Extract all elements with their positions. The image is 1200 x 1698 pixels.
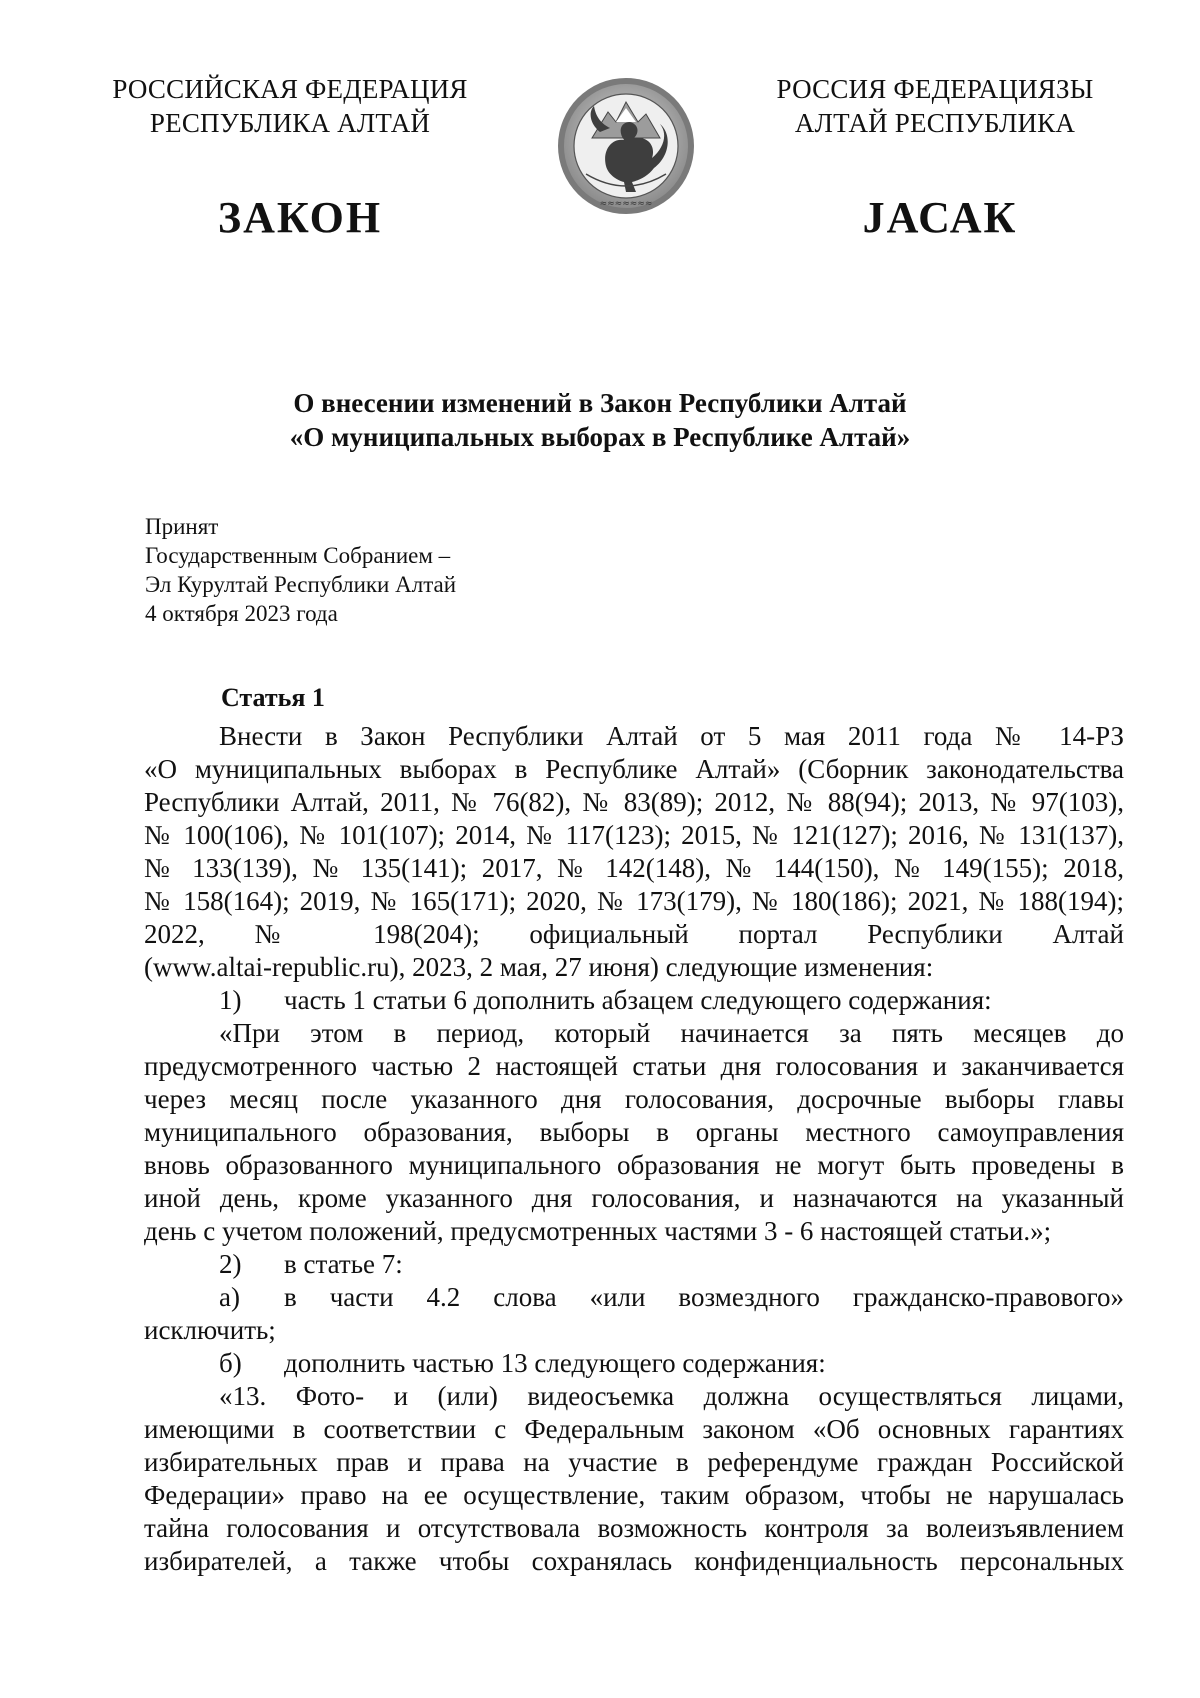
svg-text:≈≈≈≈≈≈≈: ≈≈≈≈≈≈≈ — [599, 199, 653, 209]
item-number: 1) — [219, 985, 242, 1015]
law-title-altai: JАСАК — [862, 193, 1018, 242]
header-left — [90, 72, 490, 140]
intro-line: № 158(164); 2019, № 165(171); 2020, № 173(179), № 180(186); 2021, № 188(194); — [144, 886, 1124, 916]
item-text: дополнить частью 13 следующего содержания: — [284, 1348, 826, 1378]
intro-line: (www.altai-republic.ru), 2023, 2 мая, 27 июня) следующие изменения: — [144, 952, 934, 982]
intro-line: «О муниципальных выборах в Республике Алтай» (Сборник законодательства — [144, 754, 1124, 784]
quote1-line: день с учетом положений, предусмотренных частями 3 - 6 настоящей статьи.»; — [144, 1216, 1052, 1246]
item-letter: а) — [219, 1282, 240, 1312]
quote1-line: через месяц после указанного дня голосования, досрочные выборы главы — [144, 1084, 1124, 1114]
quote1-line: вновь образованного муниципального образования не могут быть проведены в — [144, 1150, 1124, 1180]
quote2-line: тайна голосования и отсутствовала возможность контроля за волеизъявлением — [144, 1513, 1124, 1543]
coat-of-arms-icon — [556, 76, 696, 216]
intro-line: № 133(139), № 135(141); 2017, № 142(148), № 144(150), № 149(155); 2018, — [144, 853, 1124, 883]
adopted-line2: Государственным Собранием – — [145, 543, 451, 568]
item-letter: б) — [219, 1348, 242, 1378]
title-line2: «О муниципальных выборах в Республике Алтай» — [289, 422, 911, 452]
quote2-line: «13. Фото- и (или) видеосъемка должна осуществляться лицами, — [219, 1381, 1124, 1411]
header-left-line1: РОССИЙСКАЯ ФЕДЕРАЦИЯ — [112, 74, 468, 104]
intro-line: Внести в Закон Республики Алтай от 5 мая 2011 года № 14-РЗ — [219, 721, 1124, 751]
quote2-line: избирательных прав и права на участие в референдуме граждан Российской — [144, 1447, 1124, 1477]
intro-line: № 100(106), № 101(107); 2014, № 117(123); 2015, № 121(127); 2016, № 131(137), — [144, 820, 1124, 850]
list-item-2 — [144, 1248, 1124, 1281]
item-text: в статье 7: — [284, 1249, 403, 1279]
item-a-continuation: исключить; — [144, 1315, 276, 1345]
title-line1: О внесении изменений в Закон Республики Алтай — [293, 388, 907, 418]
list-item-b — [144, 1347, 1124, 1380]
law-title-russian: ЗАКОН — [217, 193, 383, 242]
quote1-line: муниципального образования, выборы в органы местного самоуправления — [144, 1117, 1124, 1147]
quote1-line: «При этом в период, который начинается за пять месяцев до — [219, 1018, 1124, 1048]
quote2-line: имеющими в соответствии с Федеральным законом «Об основных гарантиях — [144, 1414, 1124, 1444]
list-item-a — [144, 1281, 1124, 1314]
adoption-block — [145, 512, 456, 628]
article-title: Статья 1 — [221, 683, 325, 712]
intro-line: Республики Алтай, 2011, № 76(82), № 83(89); 2012, № 88(94); 2013, № 97(103), — [144, 787, 1124, 817]
header-right-line2: АЛТАЙ РЕСПУБЛИКА — [794, 108, 1076, 138]
item-text: в части 4.2 слова «или возмездного гражданско-правового» — [284, 1282, 1124, 1312]
document-title — [150, 386, 1050, 454]
quote2-line: избирателей, а также чтобы сохранялась конфиденциальность персональных — [144, 1546, 1124, 1576]
adopted-line3: Эл Курултай Республики Алтай — [145, 572, 457, 597]
adopted-date: 4 октября 2023 года — [145, 601, 338, 626]
quote2-line: Федерации» право на ее осуществление, таким образом, чтобы не нарушалась — [144, 1480, 1124, 1510]
intro-line: 2022, № 198(204); официальный портал Республики Алтай — [144, 919, 1124, 949]
adopted-line1: Принят — [145, 514, 219, 539]
item-number: 2) — [219, 1249, 242, 1279]
header-left-line2: РЕСПУБЛИКА АЛТАЙ — [149, 108, 431, 138]
header-right-line1: РОССИЯ ФЕДЕРАЦИЯЗЫ — [776, 74, 1094, 104]
item-text: часть 1 статьи 6 дополнить абзацем следующего содержания: — [284, 985, 992, 1015]
quote1-line: предусмотренного частью 2 настоящей статьи дня голосования и заканчивается — [144, 1051, 1124, 1081]
header-right — [750, 72, 1120, 140]
article-body — [144, 720, 1124, 1578]
quote1-line: иной день, кроме указанного дня голосования, и назначаются на указанный — [144, 1183, 1124, 1213]
list-item-1 — [144, 984, 1124, 1017]
